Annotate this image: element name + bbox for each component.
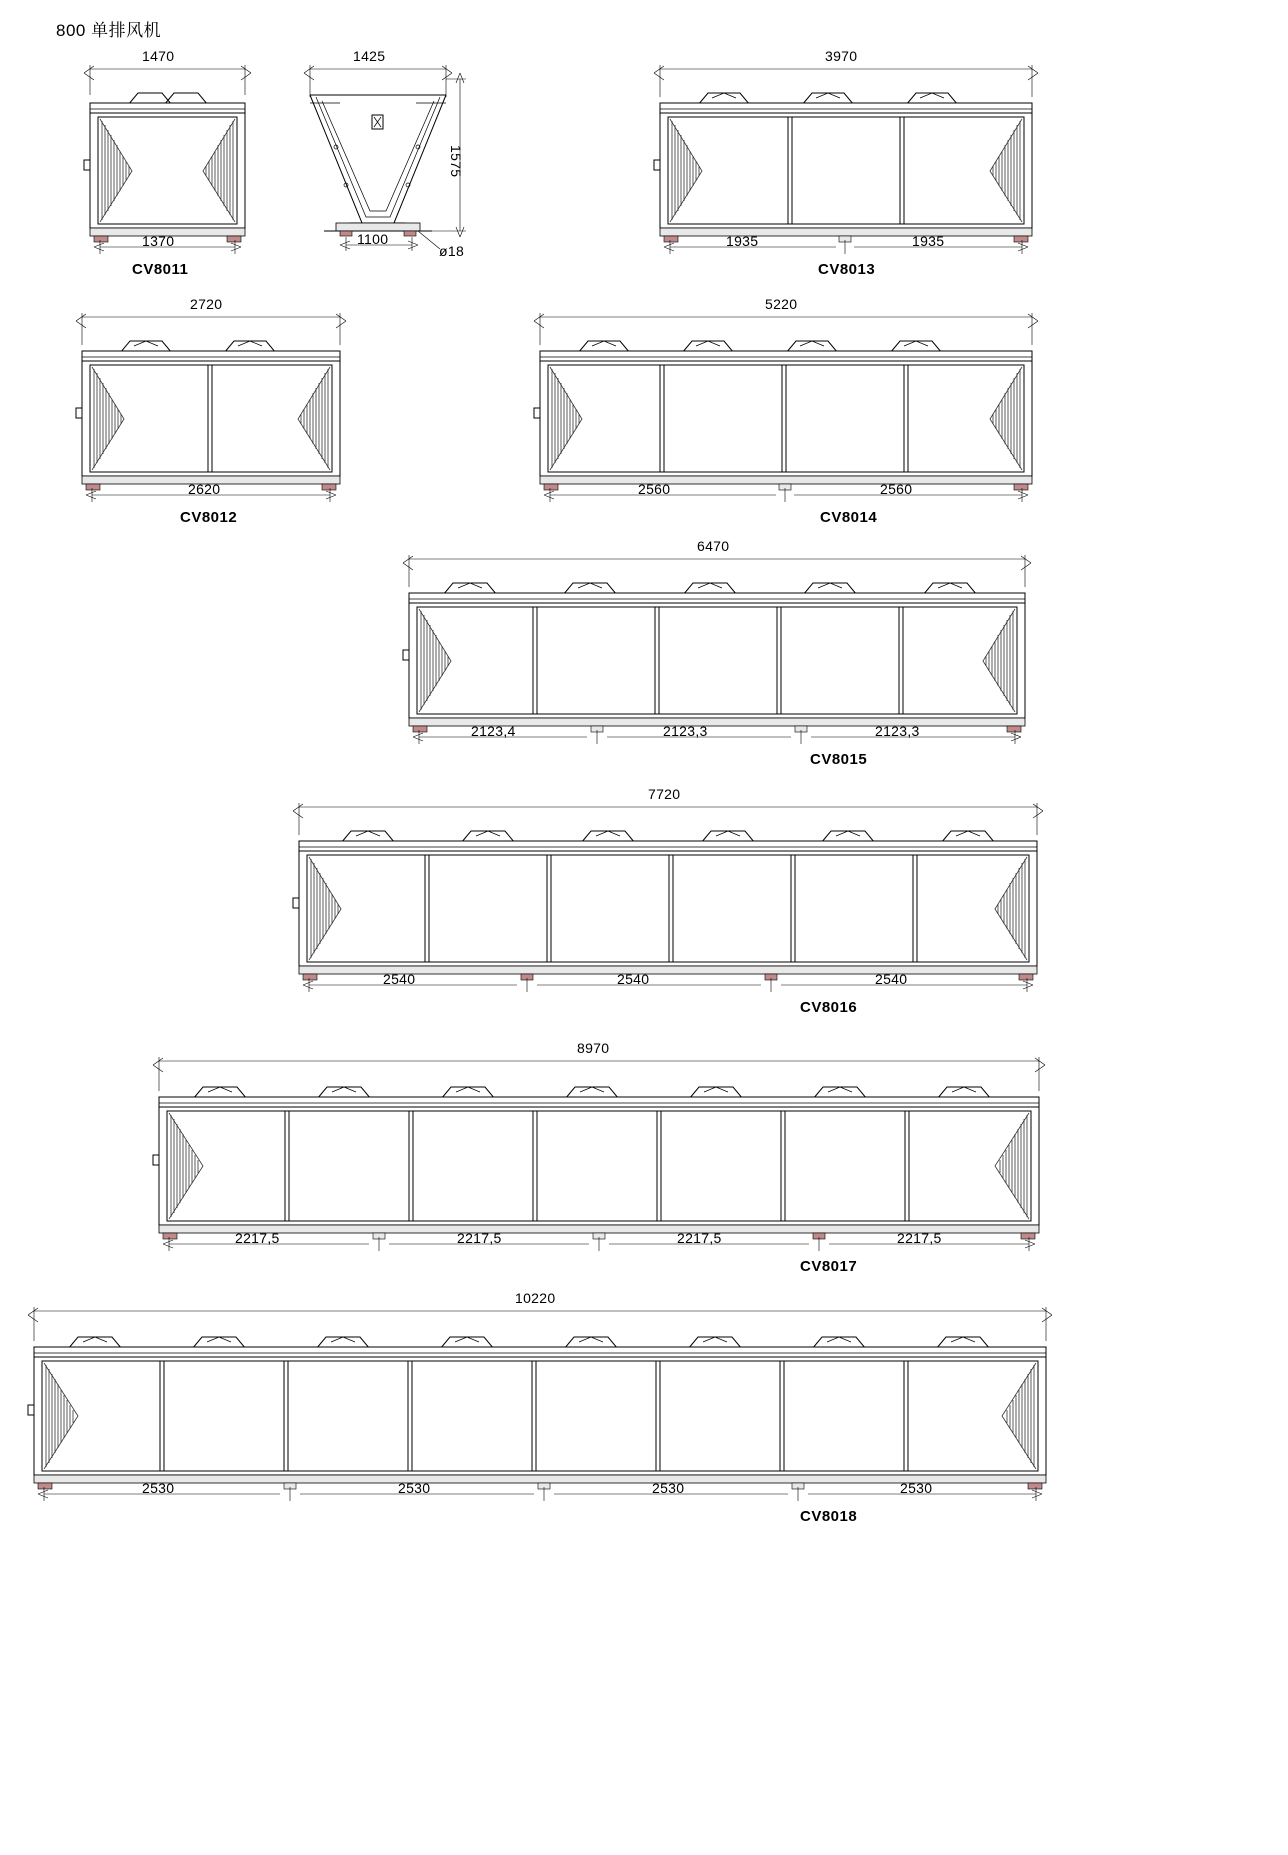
cv8014-foot-dim-2: 2560: [880, 481, 913, 497]
cv8011-label: CV8011: [132, 261, 189, 278]
cv8017-svg: [145, 1047, 1055, 1292]
cv8016-label: CV8016: [800, 999, 858, 1016]
cv8012-svg: [72, 303, 362, 533]
cv8012-bottom-dim: 2620: [188, 481, 221, 497]
cv8018-foot-dim-2: 2530: [398, 1480, 431, 1496]
cv8011-front-svg: [80, 55, 280, 285]
drawing-cv8012: [72, 296, 362, 533]
cv8011-hole-dim: ø18: [439, 243, 465, 259]
cv8012-top-dim: 2720: [190, 296, 223, 312]
drawing-cv8018: [20, 1290, 1060, 1547]
cv8015-svg: [395, 545, 1045, 785]
cv8017-top-dim: 8970: [577, 1040, 610, 1056]
cv8016-foot-dim-2: 2540: [617, 971, 650, 987]
cv8017-foot-dim-1: 2217,5: [235, 1230, 280, 1246]
cv8018-foot-dim-1: 2530: [142, 1480, 175, 1496]
drawing-cv8011-side: [300, 48, 500, 285]
cv8011-side-top-dim: 1425: [353, 48, 386, 64]
cv8018-foot-dim-3: 2530: [652, 1480, 685, 1496]
cv8015-foot-dim-3: 2123,3: [875, 723, 920, 739]
cv8015-foot-dim-1: 2123,4: [471, 723, 516, 739]
cv8015-label: CV8015: [810, 751, 868, 768]
cv8013-foot-dim-1: 1935: [726, 233, 759, 249]
cv8014-label: CV8014: [820, 509, 878, 526]
cv8018-label: CV8018: [800, 1508, 858, 1525]
drawing-cv8014: [530, 296, 1050, 533]
cv8017-foot-dim-3: 2217,5: [677, 1230, 722, 1246]
cv8015-top-dim: 6470: [697, 538, 730, 554]
cv8017-foot-dim-2: 2217,5: [457, 1230, 502, 1246]
cv8016-svg: [285, 793, 1055, 1033]
drawing-cv8017: [145, 1040, 1055, 1292]
cv8018-svg: [20, 1297, 1060, 1547]
drawing-cv8011: [80, 48, 280, 285]
cv8011-top-dim: 1470: [142, 48, 175, 64]
cv8013-svg: [650, 55, 1050, 285]
page-title: 800 单排风机: [56, 21, 162, 40]
drawing-cv8015: [395, 538, 1045, 785]
cv8011-side-height-dim: 1575: [448, 145, 464, 178]
cv8016-foot-dim-1: 2540: [383, 971, 416, 987]
drawing-cv8013: [650, 48, 1050, 285]
cv8011-side-bottom-dim: 1100: [357, 231, 389, 247]
cv8011-bottom-dim: 1370: [142, 233, 175, 249]
cv8013-label: CV8013: [818, 261, 876, 278]
cv8014-foot-dim-1: 2560: [638, 481, 671, 497]
cv8017-foot-dim-4: 2217,5: [897, 1230, 942, 1246]
cv8012-label: CV8012: [180, 509, 238, 526]
cv8013-top-dim: 3970: [825, 48, 858, 64]
cv8018-foot-dim-4: 2530: [900, 1480, 933, 1496]
cv8016-top-dim: 7720: [648, 786, 681, 802]
drawing-cv8016: [285, 786, 1055, 1033]
cv8016-foot-dim-3: 2540: [875, 971, 908, 987]
cv8014-svg: [530, 303, 1050, 533]
cv8018-top-dim: 10220: [515, 1290, 556, 1306]
cv8015-foot-dim-2: 2123,3: [663, 723, 708, 739]
cv8011-side-svg: [300, 55, 500, 285]
cv8014-top-dim: 5220: [765, 296, 798, 312]
cv8017-label: CV8017: [800, 1258, 858, 1275]
cv8013-foot-dim-2: 1935: [912, 233, 945, 249]
